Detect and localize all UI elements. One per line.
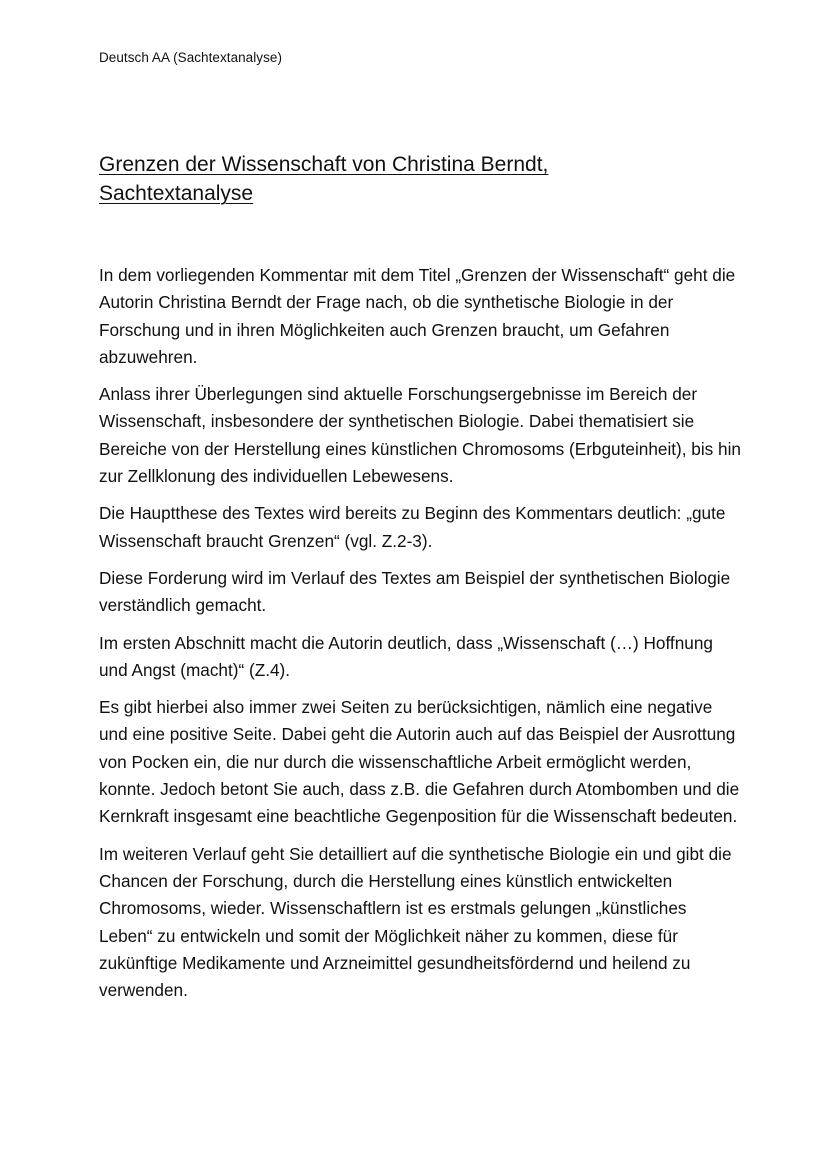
paragraph-main-thesis: Die Hauptthese des Textes wird bereits zu Beginn des Kommentars deutlich: „gute Wissenschaft braucht Grenzen“ (vgl. Z.2-3). xyxy=(99,503,726,551)
paragraph-two-sides: Es gibt hierbei also immer zwei Seiten zu berücksichtigen, nämlich eine negative und eine positive Seite. Dabei geht die Autorin auch auf das Beispiel der Ausrottung von Pocken ein, die nur durch die wissenschaftliche Arbeit ermöglicht werden, konnte. Jedoch betont Sie auch, dass z.B. die Gefahren durch Atombomben und die Kernkraft insgesamt eine beachtliche Gegenposition für die Wissenschaft bedeuten. xyxy=(99,697,740,827)
title-line-1: Grenzen der Wissenschaft von Christina Berndt, xyxy=(99,153,549,176)
paragraph-demand: Diese Forderung wird im Verlauf des Textes am Beispiel der synthetischen Biologie verständlich gemacht. xyxy=(99,567,731,616)
body-text xyxy=(99,262,744,1014)
document-title xyxy=(99,150,739,208)
paragraph-introduction: In dem vorliegenden Kommentar mit dem Titel „Grenzen der Wissenschaft“ geht die Autorin Christina Berndt der Frage nach, ob die synthetische Biologie in der Forschung und in ihren Möglichkeiten auch Grenzen braucht, um Gefahren abzuwehren. xyxy=(99,265,736,367)
paragraph-occasion: Anlass ihrer Überlegungen sind aktuelle Forschungsergebnisse im Bereich der Wissenschaft, insbesondere der synthetischen Biologie. Dabei thematisiert sie Bereiche von der Herstellung eines künstlichen Chromosoms (Erbguteinheit), bis hin zur Zellklonung des individuellen Lebewesens. xyxy=(99,384,741,487)
page-header: Deutsch AA (Sachtextanalyse) xyxy=(99,50,282,65)
title-line-2: Sachtextanalyse xyxy=(99,182,254,205)
paragraph-further-course: Im weiteren Verlauf geht Sie detailliert auf die synthetische Biologie ein und gibt die Chancen der Forschung, durch die Herstellung eines künstlich entwickelten Chromosoms, wieder. Wissenschaftlern ist es erstmals gelungen „künstliches Leben“ zu entwickeln und somit der Möglichkeit näher zu kommen, diese für zukünftige Medikamente und Arzneimittel gesundheitsfördernd und heilend zu verwenden. xyxy=(99,843,732,1001)
paragraph-first-section: Im ersten Abschnitt macht die Autorin deutlich, dass „Wissenschaft (…) Hoffnung und Angst (macht)“ (Z.4). xyxy=(99,632,713,680)
